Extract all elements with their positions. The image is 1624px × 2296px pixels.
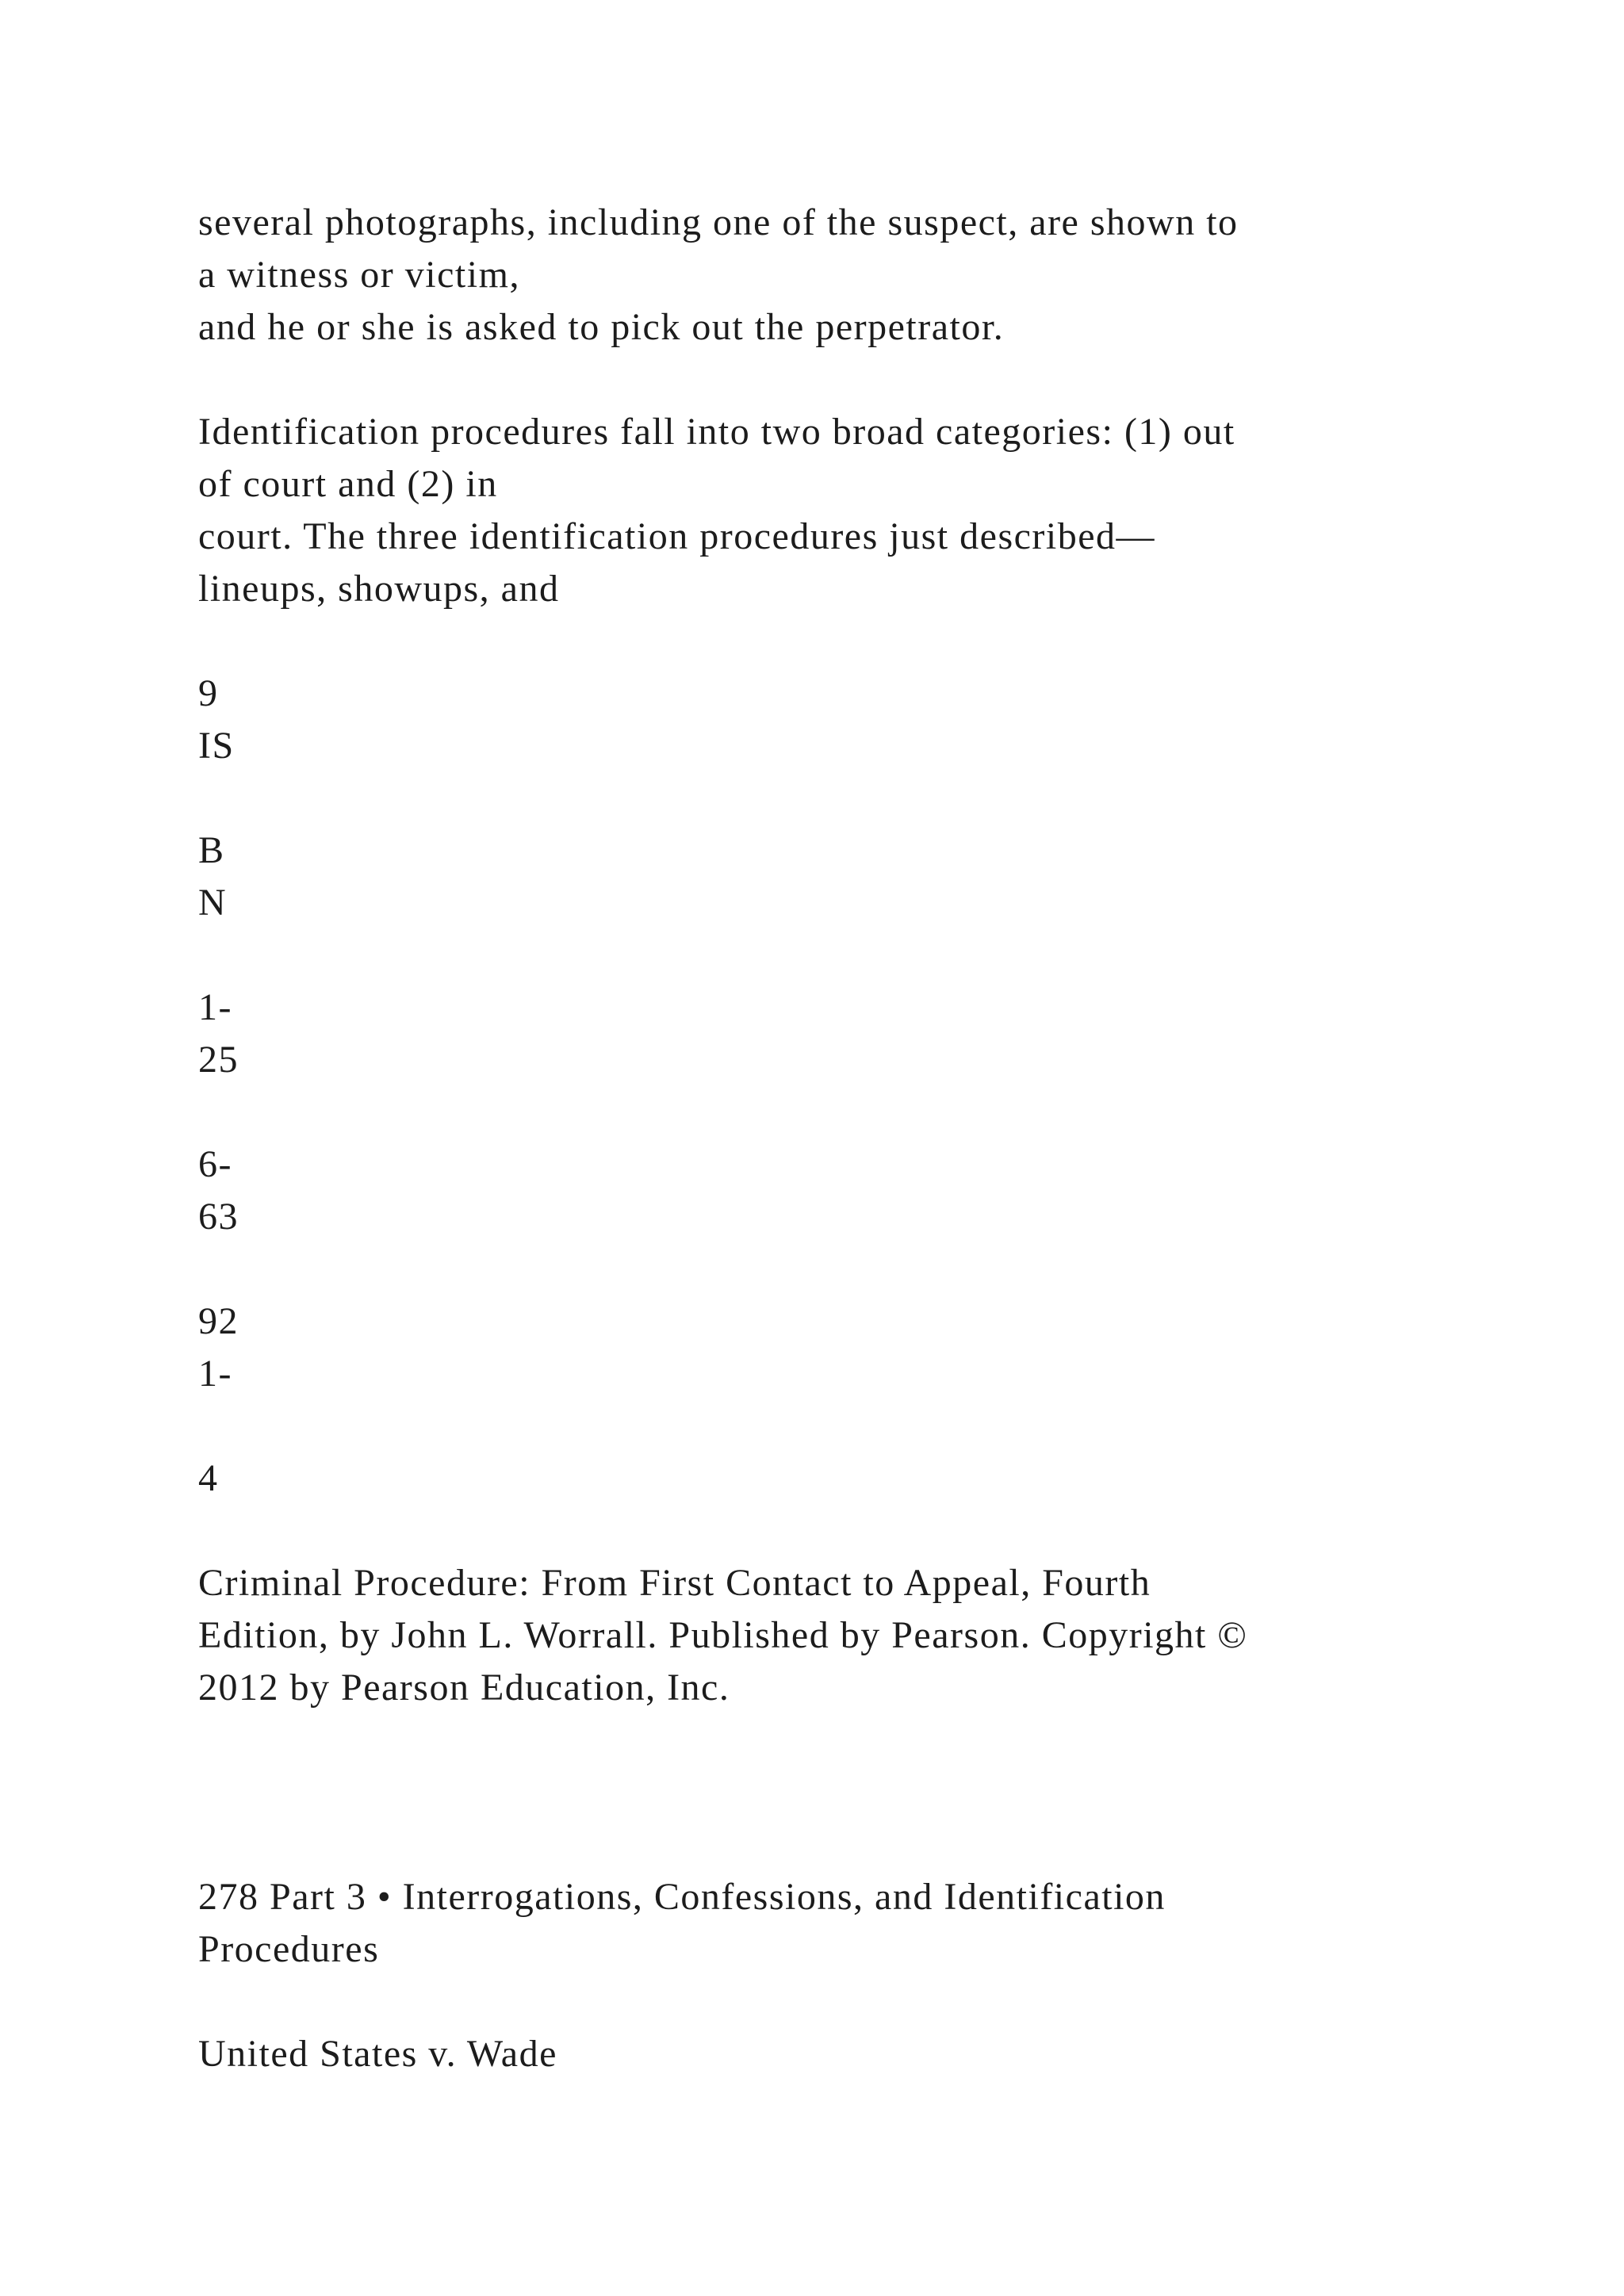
text-line: a witness or victim,: [198, 254, 520, 296]
isbn-fragment: 6-: [198, 1143, 232, 1185]
copyright-line: Criminal Procedure: From First Contact to Appeal, Fourth: [198, 1562, 1151, 1604]
blank-line: [198, 1766, 1483, 1819]
isbn-fragment: N: [198, 882, 228, 924]
isbn-fragment: 25: [198, 1039, 239, 1081]
blank-line: [198, 1243, 1483, 1295]
blank-line: [198, 772, 1483, 825]
isbn-fragment: IS: [198, 725, 235, 767]
blank-line: [198, 1086, 1483, 1138]
text-line: Identification procedures fall into two broad categories: (1) out: [198, 411, 1235, 453]
copyright-line: 2012 by Pearson Education, Inc.: [198, 1667, 730, 1709]
blank-line: [198, 1400, 1483, 1452]
isbn-fragment: 4: [198, 1457, 219, 1499]
blank-line: [198, 1714, 1483, 1766]
blank-line: [198, 615, 1483, 668]
isbn-fragment: 9: [198, 672, 219, 714]
blank-line: [198, 354, 1483, 406]
case-title: United States v. Wade: [198, 2033, 557, 2075]
blank-line: [198, 1819, 1483, 1871]
isbn-fragment: 92: [198, 1300, 239, 1342]
blank-line: [198, 1976, 1483, 2028]
text-line: lineups, showups, and: [198, 568, 560, 610]
text-line: court. The three identification procedures just described—: [198, 515, 1156, 557]
document-text: [198, 197, 1483, 2080]
blank-line: [198, 1505, 1483, 1557]
isbn-fragment: 1-: [198, 986, 232, 1028]
running-header: Procedures: [198, 1928, 380, 1970]
isbn-fragment: B: [198, 829, 225, 871]
text-line: of court and (2) in: [198, 463, 498, 505]
isbn-fragment: 63: [198, 1196, 239, 1238]
running-header: 278 Part 3 • Interrogations, Confessions, and Identification: [198, 1876, 1166, 1918]
isbn-fragment: 1-: [198, 1353, 232, 1395]
blank-line: [198, 929, 1483, 982]
text-line: and he or she is asked to pick out the perpetrator.: [198, 306, 1005, 348]
text-line: several photographs, including one of the suspect, are shown to: [198, 201, 1239, 243]
copyright-line: Edition, by John L. Worrall. Published by Pearson. Copyright ©: [198, 1614, 1248, 1656]
